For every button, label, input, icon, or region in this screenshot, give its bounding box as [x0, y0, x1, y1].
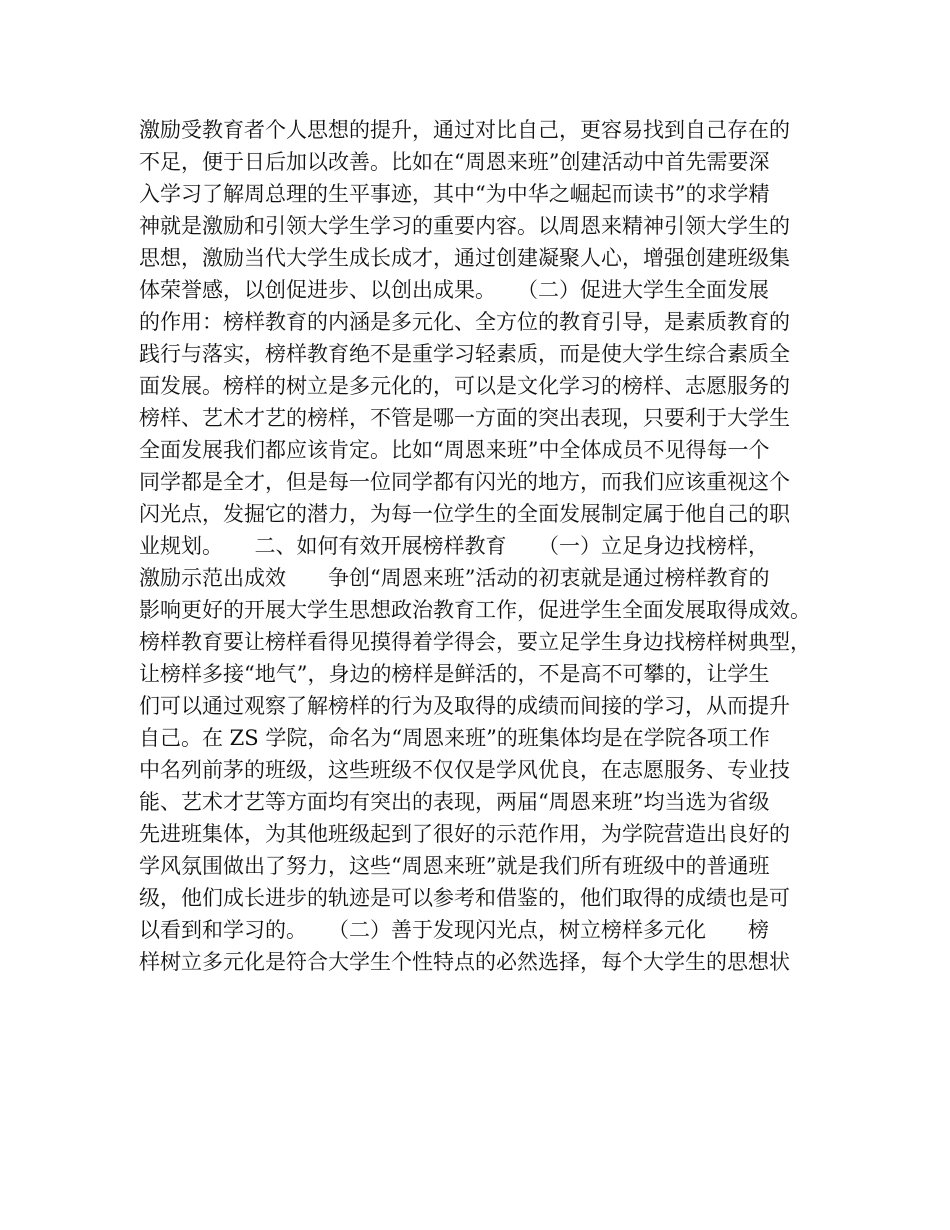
- text-line: 榜样教育要让榜样看得见摸得着学得会，要立足学生身边找榜样树典型，: [139, 630, 811, 654]
- text-line: 业规划。 二、如何有效开展榜样教育 （一）立足身边找榜样，: [139, 534, 769, 558]
- text-line: 能、艺术才艺等方面均有突出的表现，两届“周恩来班”均当选为省级: [139, 790, 770, 814]
- text-line: 以看到和学习的。 （二）善于发现闪光点，树立榜样多元化 榜: [139, 918, 769, 942]
- text-line: 全面发展我们都应该肯定。比如“周恩来班”中全体成员不见得每一个: [139, 438, 770, 462]
- text-line: 中名列前茅的班级，这些班级不仅仅是学风优良，在志愿服务、专业技: [139, 758, 790, 782]
- text-line: 的作用：榜样教育的内涵是多元化、全方位的教育引导，是素质教育的: [139, 310, 790, 334]
- text-line: 样树立多元化是符合大学生个性特点的必然选择，每个大学生的思想状: [139, 950, 790, 974]
- text-line: 自己。在 ZS 学院，命名为“周恩来班”的班集体均是在学院各项工作: [139, 726, 770, 750]
- text-line: 影响更好的开展大学生思想政治教育工作，促进学生全面发展取得成效。: [139, 598, 811, 622]
- text-line: 激励受教育者个人思想的提升，通过对比自己，更容易找到自己存在的: [139, 118, 790, 142]
- text-line: 激励示范出成效 争创“周恩来班”活动的初衷就是通过榜样教育的: [139, 566, 770, 590]
- text-line: 让榜样多接“地气”，身边的榜样是鲜活的，不是高不可攀的，让学生: [139, 662, 770, 686]
- body-text: [139, 114, 839, 978]
- text-line: 同学都是全才，但是每一位同学都有闪光的地方，而我们应该重视这个: [139, 470, 790, 494]
- text-line: 思想，激励当代大学生成长成才，通过创建凝聚人心，增强创建班级集: [139, 246, 790, 270]
- text-line: 面发展。榜样的树立是多元化的，可以是文化学习的榜样、志愿服务的: [139, 374, 790, 398]
- text-line: 级，他们成长进步的轨迹是可以参考和借鉴的，他们取得的成绩也是可: [139, 886, 790, 910]
- text-line: 们可以通过观察了解榜样的行为及取得的成绩而间接的学习，从而提升: [139, 694, 790, 718]
- text-line: 不足，便于日后加以改善。比如在“周恩来班”创建活动中首先需要深: [139, 150, 770, 174]
- text-line: 践行与落实，榜样教育绝不是重学习轻素质，而是使大学生综合素质全: [139, 342, 790, 366]
- text-line: 榜样、艺术才艺的榜样，不管是哪一方面的突出表现，只要利于大学生: [139, 406, 790, 430]
- text-line: 学风氛围做出了努力，这些“周恩来班”就是我们所有班级中的普通班: [139, 854, 770, 878]
- text-line: 先进班集体，为其他班级起到了很好的示范作用，为学院营造出良好的: [139, 822, 790, 846]
- text-line: 闪光点，发掘它的潜力，为每一位学生的全面发展制定属于他自己的职: [139, 502, 790, 526]
- text-line: 神就是激励和引领大学生学习的重要内容。以周恩来精神引领大学生的: [139, 214, 790, 238]
- text-line: 体荣誉感，以创促进步、以创出成果。 （二）促进大学生全面发展: [139, 278, 769, 302]
- text-line: 入学习了解周总理的生平事迹，其中“为中华之崛起而读书”的求学精: [139, 182, 770, 206]
